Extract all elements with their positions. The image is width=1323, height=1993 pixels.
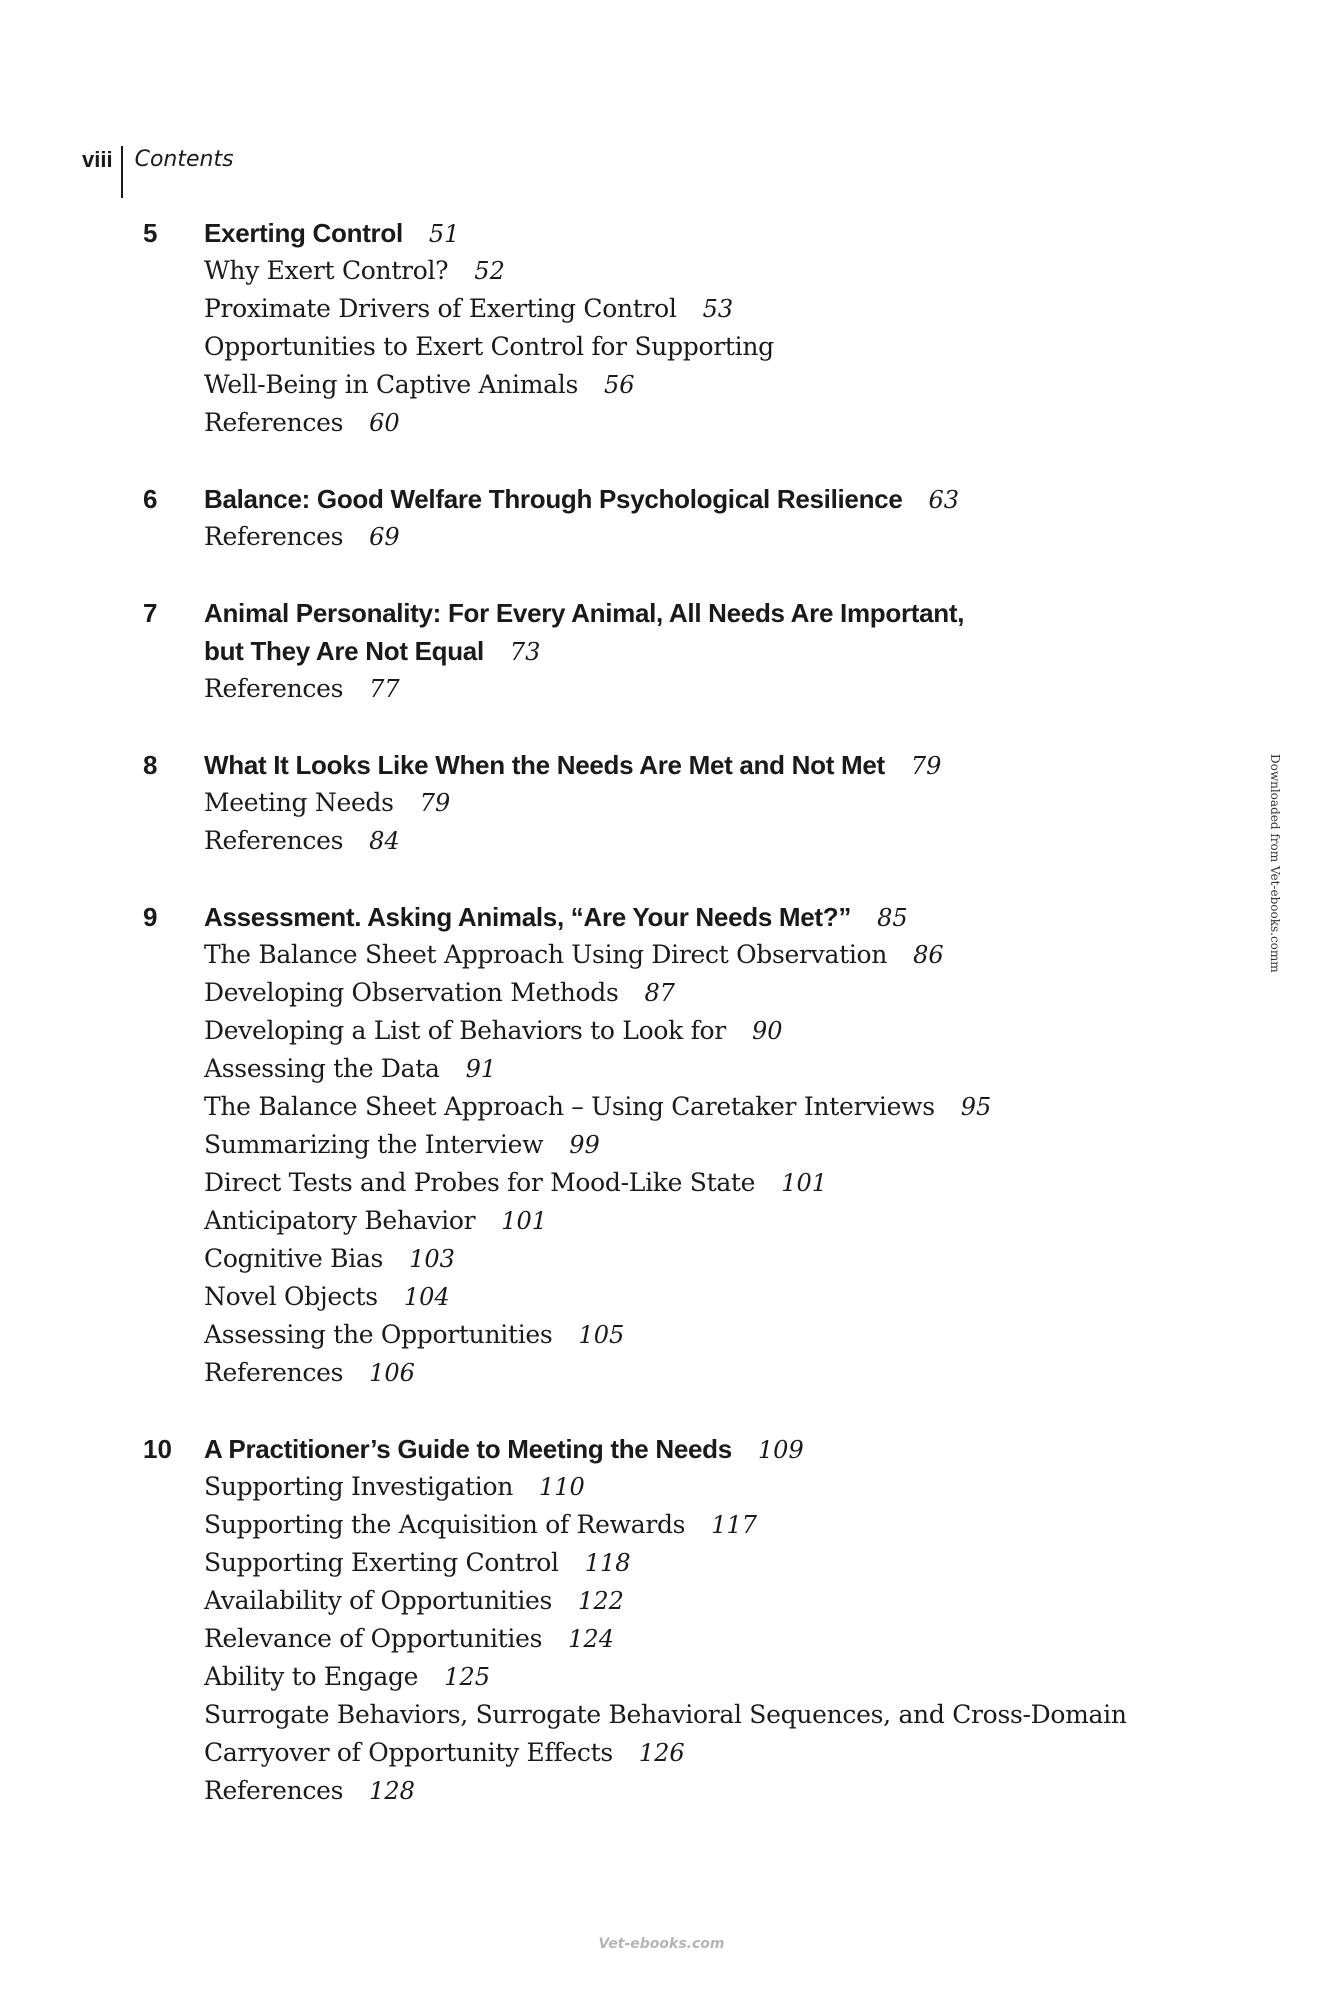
- chapter-entry: [0, 480, 1323, 556]
- section-title: References: [204, 826, 344, 855]
- chapter-title: Animal Personality: For Every Animal, All Needs Are Important,: [204, 598, 965, 628]
- section-line[interactable]: [204, 518, 1323, 556]
- section-line[interactable]: [204, 974, 1323, 1012]
- section-line[interactable]: [204, 1164, 1323, 1202]
- page-reference: 124: [568, 1625, 614, 1653]
- section-title: The Balance Sheet Approach – Using Caretaker Interviews: [204, 1092, 935, 1121]
- section-title: Availability of Opportunities: [204, 1586, 553, 1615]
- page-reference: 77: [369, 675, 400, 703]
- page-reference: 117: [711, 1511, 758, 1539]
- chapter-number: 9: [143, 902, 158, 932]
- running-head-title: Contents: [134, 147, 234, 172]
- page-reference: 79: [419, 789, 451, 817]
- page-reference: 73: [509, 638, 541, 666]
- chapter-title-line[interactable]: [204, 214, 1323, 252]
- section-title: Why Exert Control?: [204, 256, 449, 285]
- section-title: Developing Observation Methods: [204, 978, 619, 1007]
- chapter-lines: [204, 594, 1323, 708]
- chapter-entry: [0, 1430, 1323, 1810]
- section-line[interactable]: [204, 784, 1323, 822]
- chapter-number: 6: [143, 484, 158, 514]
- page-reference: 90: [751, 1017, 783, 1045]
- chapter-lines: [204, 480, 1323, 556]
- chapter-number: 5: [143, 218, 158, 248]
- section-title: Carryover of Opportunity Effects: [204, 1738, 613, 1767]
- section-title: References: [204, 1776, 344, 1805]
- section-line[interactable]: [204, 1050, 1323, 1088]
- section-title: Ability to Engage: [204, 1662, 419, 1691]
- page-reference: 51: [428, 220, 460, 248]
- chapter-number: 7: [143, 598, 158, 628]
- page-reference: 101: [501, 1207, 548, 1235]
- section-title: Novel Objects: [204, 1282, 378, 1311]
- section-line[interactable]: [204, 1316, 1323, 1354]
- page-reference: 84: [369, 827, 400, 855]
- section-line[interactable]: [204, 1544, 1323, 1582]
- section-title: Cognitive Bias: [204, 1244, 384, 1273]
- chapter-title: but They Are Not Equal: [204, 636, 484, 666]
- chapter-title-line[interactable]: [204, 480, 1323, 518]
- page-reference: 128: [369, 1777, 415, 1805]
- section-line[interactable]: [204, 1012, 1323, 1050]
- page-reference: 86: [913, 941, 944, 969]
- section-title: Proximate Drivers of Exerting Control: [204, 294, 677, 323]
- section-title: Anticipatory Behavior: [204, 1206, 476, 1235]
- chapter-title-line[interactable]: [204, 594, 1323, 632]
- chapter-entry: [0, 214, 1323, 442]
- chapter-number: 8: [143, 750, 158, 780]
- section-line[interactable]: [204, 1278, 1323, 1316]
- section-title: Summarizing the Interview: [204, 1130, 544, 1159]
- section-title: Supporting Exerting Control: [204, 1548, 559, 1577]
- page-reference: 103: [409, 1245, 455, 1273]
- section-line[interactable]: [204, 822, 1323, 860]
- side-download-note: Downloaded from Vet-ebooks.comm: [1268, 754, 1282, 973]
- section-title: Supporting Investigation: [204, 1472, 513, 1501]
- section-line[interactable]: [204, 1620, 1323, 1658]
- section-line[interactable]: [204, 1506, 1323, 1544]
- section-line[interactable]: [204, 936, 1323, 974]
- chapter-title: What It Looks Like When the Needs Are Met and Not Met: [204, 750, 885, 780]
- section-line[interactable]: [204, 1658, 1323, 1696]
- section-title: Developing a List of Behaviors to Look for: [204, 1016, 726, 1045]
- section-title: Opportunities to Exert Control for Supporting: [204, 332, 774, 361]
- section-title: References: [204, 522, 344, 551]
- page-reference: 60: [369, 409, 400, 437]
- page-reference: 99: [569, 1131, 600, 1159]
- section-line[interactable]: [204, 1468, 1323, 1506]
- chapter-lines: [204, 746, 1323, 860]
- section-title: The Balance Sheet Approach Using Direct Observation: [204, 940, 888, 969]
- page-reference: 53: [702, 295, 734, 323]
- chapter-entry: [0, 898, 1323, 1392]
- chapter-lines: [204, 214, 1323, 442]
- section-line[interactable]: [204, 290, 1323, 328]
- section-line[interactable]: [204, 1088, 1323, 1126]
- section-line[interactable]: [204, 1696, 1323, 1734]
- chapter-title: Assessment. Asking Animals, “Are Your Needs Met?”: [204, 902, 852, 932]
- section-line[interactable]: [204, 328, 1323, 366]
- page-reference: 101: [781, 1169, 827, 1197]
- page-reference: 118: [584, 1549, 631, 1577]
- page-reference: 52: [474, 257, 505, 285]
- page-reference: 105: [578, 1321, 625, 1349]
- running-head: [82, 146, 234, 198]
- section-line[interactable]: [204, 366, 1323, 404]
- table-of-contents: [0, 214, 1323, 1848]
- chapter-title-line[interactable]: [204, 1430, 1323, 1468]
- page-reference: 109: [757, 1436, 804, 1464]
- section-title: Meeting Needs: [204, 788, 394, 817]
- section-line[interactable]: [204, 252, 1323, 290]
- chapter-title: A Practitioner’s Guide to Meeting the Needs: [204, 1434, 732, 1464]
- section-line[interactable]: [204, 1126, 1323, 1164]
- section-line[interactable]: [204, 670, 1323, 708]
- section-title: References: [204, 674, 344, 703]
- chapter-title-line[interactable]: [204, 632, 1323, 670]
- chapter-title: Balance: Good Welfare Through Psychological Resilience: [204, 484, 903, 514]
- chapter-title: Exerting Control: [204, 218, 403, 248]
- section-title: Assessing the Data: [204, 1054, 440, 1083]
- section-title: References: [204, 408, 344, 437]
- section-title: Well-Being in Captive Animals: [204, 370, 578, 399]
- page-reference: 106: [369, 1359, 415, 1387]
- section-line[interactable]: [204, 404, 1323, 442]
- chapter-lines: [204, 898, 1323, 1392]
- page-reference: 87: [644, 979, 676, 1007]
- section-title: Assessing the Opportunities: [204, 1320, 553, 1349]
- chapter-number: 10: [143, 1434, 172, 1464]
- page-reference: 104: [403, 1283, 450, 1311]
- page-reference: 126: [638, 1739, 685, 1767]
- section-title: References: [204, 1358, 344, 1387]
- page-reference: 85: [877, 904, 908, 932]
- page-number: viii: [82, 147, 113, 172]
- section-line[interactable]: [204, 1734, 1323, 1772]
- page-reference: 91: [465, 1055, 497, 1083]
- section-line[interactable]: [204, 1240, 1323, 1278]
- chapter-entry: [0, 746, 1323, 860]
- page-reference: 122: [578, 1587, 624, 1615]
- section-line[interactable]: [204, 1772, 1323, 1810]
- chapter-lines: [204, 1430, 1323, 1810]
- section-line[interactable]: [204, 1202, 1323, 1240]
- footer-watermark: Vet-ebooks.com: [598, 1936, 725, 1952]
- section-title: Surrogate Behaviors, Surrogate Behavioral Sequences, and Cross-Domain: [204, 1700, 1127, 1729]
- page-reference: 110: [539, 1473, 585, 1501]
- section-line[interactable]: [204, 1582, 1323, 1620]
- page-reference: 63: [928, 486, 960, 514]
- chapter-title-line[interactable]: [204, 746, 1323, 784]
- page-reference: 79: [910, 752, 942, 780]
- section-title: Supporting the Acquisition of Rewards: [204, 1510, 686, 1539]
- page-reference: 95: [960, 1093, 992, 1121]
- section-line[interactable]: [204, 1354, 1323, 1392]
- page-reference: 125: [444, 1663, 490, 1691]
- page-reference: 56: [603, 371, 635, 399]
- chapter-title-line[interactable]: [204, 898, 1323, 936]
- section-title: Relevance of Opportunities: [204, 1624, 543, 1653]
- page-reference: 69: [369, 523, 400, 551]
- section-title: Direct Tests and Probes for Mood-Like State: [204, 1168, 756, 1197]
- chapter-entry: [0, 594, 1323, 708]
